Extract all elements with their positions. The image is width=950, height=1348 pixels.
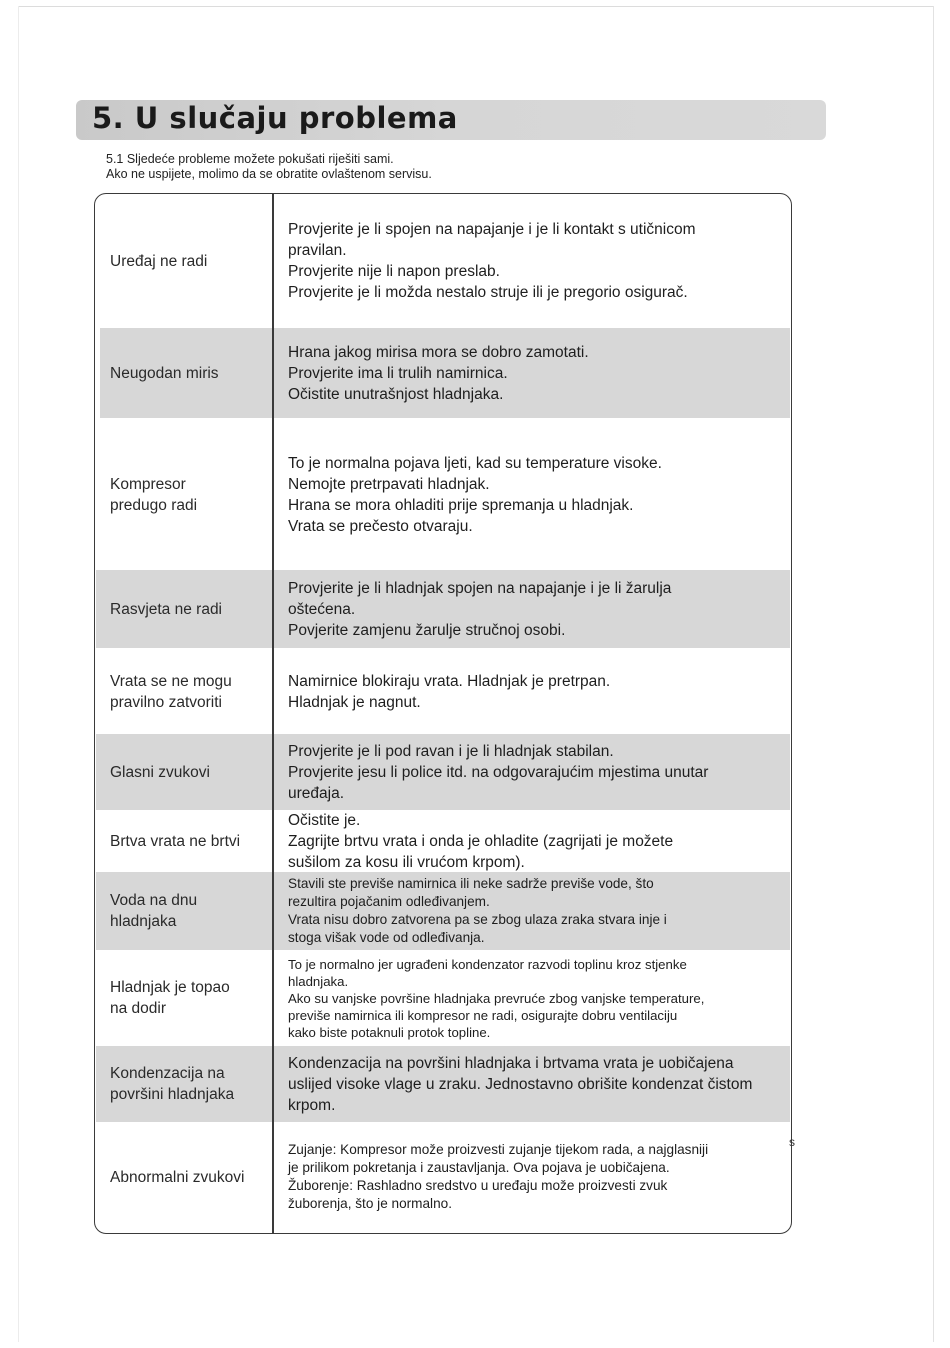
problem-text: Vrata se ne mogu bbox=[110, 673, 232, 690]
solution-text: Hrana se mora ohladiti prije spremanja u hladnjak. bbox=[288, 497, 634, 514]
solution-cell bbox=[288, 570, 782, 648]
solution-text: krpom. bbox=[288, 1096, 336, 1114]
solution-cell bbox=[288, 196, 782, 326]
solution-text: Provjerite nije li napon preslab. bbox=[288, 263, 500, 280]
solution-text: Provjerite jesu li police itd. na odgovarajućim mjestima unutar bbox=[288, 763, 709, 781]
solution-text: Očistite je. bbox=[288, 811, 361, 829]
problem-cell bbox=[110, 734, 270, 810]
problem-text: predugo radi bbox=[110, 497, 198, 514]
problem-cell bbox=[110, 1132, 270, 1222]
solution-text: To je normalno jer ugrađeni kondenzator razvodi toplinu kroz stjenke bbox=[288, 956, 687, 972]
solution-text: Hrana jakog mirisa mora se dobro zamotati. bbox=[288, 343, 589, 361]
solution-text: kako biste potaknuli protok topline. bbox=[288, 1024, 491, 1040]
problem-text: Kompresor bbox=[110, 476, 186, 493]
problem-text: na dodir bbox=[110, 1000, 167, 1017]
table-row bbox=[96, 196, 790, 326]
problem-cell bbox=[110, 660, 270, 724]
solution-cell bbox=[288, 430, 782, 560]
problem-text: Uređaj ne radi bbox=[110, 252, 208, 270]
solution-text: pravilan. bbox=[288, 242, 347, 259]
solution-text: žuborenja, što je normalno. bbox=[288, 1196, 452, 1211]
table-row bbox=[96, 872, 790, 950]
solution-text: To je normalna pojava ljeti, kad su temperature visoke. bbox=[288, 455, 662, 472]
page-edge-right bbox=[933, 6, 934, 1342]
intro-line: Ako ne uspijete, molimo da se obratite ovlaštenom servisu. bbox=[106, 167, 432, 181]
problem-cell bbox=[110, 430, 270, 560]
problem-text: površini hladnjaka bbox=[110, 1086, 235, 1103]
solution-text: Zagrijte brtvu vrata i onda je ohladite (zagrijati je možete bbox=[288, 832, 674, 850]
solution-text: Hladnjak je nagnut. bbox=[288, 694, 421, 711]
problem-text: Kondenzacija na bbox=[110, 1065, 225, 1082]
solution-text: Kondenzacija na površini hladnjaka i brtvama vrata je uobičajena bbox=[288, 1054, 734, 1072]
solution-text: Provjerite je li pod ravan i je li hladnjak stabilan. bbox=[288, 742, 614, 760]
page-edge-left bbox=[18, 6, 19, 1342]
problem-text: pravilno zatvoriti bbox=[110, 694, 222, 711]
solution-text: Povjerite zamjenu žarulje stručnoj osobi. bbox=[288, 621, 566, 639]
problem-text: Rasvjeta ne radi bbox=[110, 600, 223, 618]
solution-text: hladnjaka. bbox=[288, 973, 349, 989]
solution-cell bbox=[288, 1132, 782, 1222]
table-row bbox=[96, 1132, 790, 1222]
section-title: 5. U slučaju problema bbox=[92, 101, 458, 135]
solution-text: je prilikom pokretanja i zaustavljanja. Ova pojava je uobičajena. bbox=[288, 1160, 670, 1175]
solution-text: Ako su vanjske površine hladnjaka prevruće zbog vanjske temperature, bbox=[288, 990, 705, 1006]
table-row bbox=[96, 430, 790, 560]
solution-text: Provjerite je li spojen na napajanje i je li kontakt s utičnicom bbox=[288, 221, 696, 238]
solution-text: oštećena. bbox=[288, 600, 356, 618]
problem-cell bbox=[110, 328, 270, 418]
solution-text: sušilom za kosu ili vrućom krpom). bbox=[288, 853, 525, 871]
problem-text: Glasni zvukovi bbox=[110, 763, 210, 781]
solution-text: Provjerite ima li trulih namirnica. bbox=[288, 364, 508, 382]
solution-text: stoga višak vode od odleđivanja. bbox=[288, 930, 485, 945]
problem-text: Brtva vrata ne brtvi bbox=[110, 832, 241, 850]
solution-text: Zujanje: Kompresor može proizvesti zujanje tijekom rada, a najglasniji bbox=[288, 1142, 709, 1157]
solution-cell bbox=[288, 1046, 782, 1122]
solution-text: rezultira pojačanim odleđivanjem. bbox=[288, 894, 490, 909]
table-row bbox=[100, 328, 790, 418]
table-row bbox=[96, 660, 790, 724]
solution-text: Vrata se prečesto otvaraju. bbox=[288, 518, 473, 535]
section-intro bbox=[106, 152, 432, 182]
problem-text: Hladnjak je topao bbox=[110, 979, 230, 996]
table-row bbox=[96, 1046, 790, 1122]
problem-cell bbox=[110, 1046, 270, 1122]
column-divider bbox=[272, 194, 274, 1234]
solution-text: Žuborenje: Rashladno sredstvo u uređaju može proizvesti zvuk bbox=[288, 1178, 668, 1193]
solution-text: uređaja. bbox=[288, 784, 345, 802]
solution-text: uslijed visoke vlage u zraku. Jednostavno obrišite kondenzat čistom bbox=[288, 1075, 753, 1093]
solution-text: Namirnice blokiraju vrata. Hladnjak je pretrpan. bbox=[288, 673, 611, 690]
solution-text: Vrata nisu dobro zatvorena pa se zbog ulaza zraka stvara inje i bbox=[288, 912, 667, 927]
problem-text: Abnormalni zvukovi bbox=[110, 1168, 245, 1186]
solution-text: Provjerite je li možda nestalo struje ili je pregorio osigurač. bbox=[288, 284, 688, 301]
problem-cell bbox=[110, 872, 270, 950]
problem-cell bbox=[110, 570, 270, 648]
solution-text: Nemojte pretrpavati hladnjak. bbox=[288, 476, 490, 493]
problem-cell bbox=[110, 954, 270, 1042]
intro-line: 5.1 Sljedeće probleme možete pokušati riješiti sami. bbox=[106, 152, 394, 166]
margin-mark: s bbox=[789, 1135, 795, 1149]
problem-text: hladnjaka bbox=[110, 913, 177, 930]
solution-text: Provjerite je li hladnjak spojen na napajanje i je li žarulja bbox=[288, 579, 672, 597]
solution-text: Očistite unutrašnjost hladnjaka. bbox=[288, 385, 504, 403]
solution-text: previše namirnica ili kompresor ne radi, osigurajte dobru ventilaciju bbox=[288, 1007, 678, 1023]
solution-cell bbox=[288, 954, 782, 1042]
problem-text: Neugodan miris bbox=[110, 364, 219, 382]
problem-text: Voda na dnu bbox=[110, 892, 198, 909]
table-row bbox=[96, 954, 790, 1042]
problem-cell bbox=[110, 196, 270, 326]
problem-cell bbox=[110, 812, 270, 870]
solution-cell bbox=[288, 660, 782, 724]
solution-cell bbox=[288, 812, 782, 870]
table-row bbox=[96, 734, 790, 810]
table-row bbox=[96, 570, 790, 648]
page-edge-top bbox=[18, 6, 933, 7]
solution-text: Stavili ste previše namirnica ili neke sadrže previše vode, što bbox=[288, 876, 654, 891]
table-row bbox=[96, 812, 790, 870]
solution-cell bbox=[288, 872, 782, 950]
solution-cell bbox=[288, 734, 782, 810]
solution-cell bbox=[288, 328, 782, 418]
